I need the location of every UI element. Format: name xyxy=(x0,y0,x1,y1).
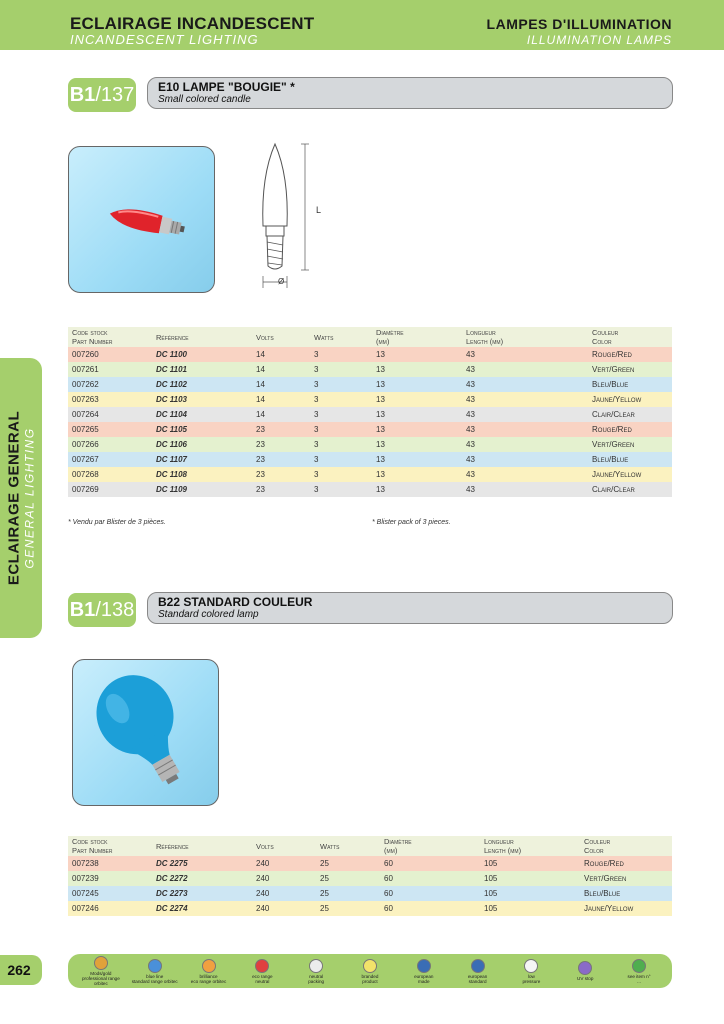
header-diameter: Diamètre xyxy=(384,837,412,846)
cell-code: 007268 xyxy=(68,467,152,482)
header-code-en: Part Number xyxy=(72,337,113,346)
table-row xyxy=(68,437,672,452)
legend-label: Mods/gold xyxy=(90,971,112,976)
cell-ref: DC 2275 xyxy=(152,856,252,871)
cell-color: Bleu/Blue xyxy=(588,452,672,467)
cell-volts: 14 xyxy=(252,407,310,422)
see-item-icon xyxy=(632,959,646,973)
cell-watts: 3 xyxy=(310,422,372,437)
blue-bulb-icon xyxy=(73,660,218,805)
legend-label: branded xyxy=(361,973,379,979)
cell-diameter: 60 xyxy=(380,856,480,871)
cell-volts: 23 xyxy=(252,422,310,437)
table-row xyxy=(68,452,672,467)
cell-diameter: 13 xyxy=(372,452,462,467)
cell-diameter: 60 xyxy=(380,886,480,901)
cell-volts: 240 xyxy=(252,856,316,871)
table-row xyxy=(68,856,672,871)
cell-diameter: 13 xyxy=(372,347,462,362)
cell-color: Bleu/Blue xyxy=(580,886,672,901)
cell-volts: 240 xyxy=(252,871,316,886)
section2-spec-table xyxy=(68,836,672,916)
page-header xyxy=(0,0,724,50)
cell-code: 007267 xyxy=(68,452,152,467)
cell-watts: 25 xyxy=(316,886,380,901)
table-row xyxy=(68,407,672,422)
legend-sublabel: made xyxy=(418,978,430,984)
neutral-packing-icon xyxy=(309,959,323,973)
length-label: L xyxy=(316,205,322,215)
table-row xyxy=(68,392,672,407)
section2-code: B1 xyxy=(69,598,96,621)
uv-stop-icon xyxy=(578,961,592,975)
cell-code: 007265 xyxy=(68,422,152,437)
cell-ref: DC 1100 xyxy=(152,347,252,362)
cell-color: Jaune/Yellow xyxy=(588,467,672,482)
header-color: Couleur xyxy=(592,328,619,337)
cell-length: 43 xyxy=(462,362,588,377)
cell-volts: 23 xyxy=(252,482,310,497)
header-length: Longueur xyxy=(466,328,496,337)
legend-item xyxy=(615,959,663,984)
header-ref: Référence xyxy=(156,332,189,342)
cell-color: Jaune/Yellow xyxy=(588,392,672,407)
legend-label: european xyxy=(467,973,488,979)
section2-title-box xyxy=(147,592,673,624)
table-row xyxy=(68,362,672,377)
section2-title: B22 STANDARD COULEUR xyxy=(158,595,313,609)
cell-length: 43 xyxy=(462,377,588,392)
low-pressure-icon xyxy=(524,959,538,973)
side-tab-title: ECLAIRAGE GENERAL xyxy=(5,410,23,586)
table-header-row xyxy=(68,327,672,347)
legend-label: eco range xyxy=(252,973,273,979)
table-row xyxy=(68,886,672,901)
section1-title-box xyxy=(147,77,673,109)
legend-label: see item n° xyxy=(627,973,651,979)
legend-item xyxy=(561,961,609,981)
cell-length: 43 xyxy=(462,437,588,452)
cell-color: Vert/Green xyxy=(588,362,672,377)
cell-watts: 3 xyxy=(310,392,372,407)
cell-length: 43 xyxy=(462,347,588,362)
side-tab-subtitle: GENERAL LIGHTING xyxy=(22,427,37,569)
cell-code: 007264 xyxy=(68,407,152,422)
cell-watts: 3 xyxy=(310,362,372,377)
branded-product-icon xyxy=(363,959,377,973)
note-en: * Blister pack of 3 pieces. xyxy=(372,519,451,526)
brilliance-icon xyxy=(202,959,216,973)
cell-color: Bleu/Blue xyxy=(588,377,672,392)
cell-watts: 25 xyxy=(316,871,380,886)
cell-watts: 3 xyxy=(310,407,372,422)
cell-length: 105 xyxy=(480,856,580,871)
cell-diameter: 13 xyxy=(372,407,462,422)
cell-diameter: 13 xyxy=(372,362,462,377)
legend-sublabel: product xyxy=(362,978,378,984)
legend-item xyxy=(454,959,502,984)
section2-badge xyxy=(68,593,136,627)
legend-label: blue line xyxy=(146,973,164,979)
cell-code: 007266 xyxy=(68,437,152,452)
header-length: Longueur xyxy=(484,837,514,846)
diameter-label: Ø xyxy=(278,277,285,286)
cell-length: 105 xyxy=(480,886,580,901)
cell-diameter: 60 xyxy=(380,871,480,886)
section1-code: B1 xyxy=(69,83,96,106)
cell-color: Rouge/Red xyxy=(588,422,672,437)
cell-length: 43 xyxy=(462,467,588,482)
european-standard-icon xyxy=(471,959,485,973)
cell-volts: 23 xyxy=(252,452,310,467)
cell-watts: 3 xyxy=(310,467,372,482)
cell-code: 007269 xyxy=(68,482,152,497)
legend-sublabel: professional range orbitec xyxy=(82,976,120,986)
legend-item xyxy=(292,959,340,984)
legend-sublabel: standard xyxy=(468,978,487,984)
cell-volts: 23 xyxy=(252,467,310,482)
cell-code: 007246 xyxy=(68,901,152,916)
header-diameter-en: (mm) xyxy=(384,846,398,855)
cell-color: Rouge/Red xyxy=(580,856,672,871)
candle-lamp-photo xyxy=(68,146,215,293)
legend-item xyxy=(131,959,179,984)
header-length-en: Length (mm) xyxy=(484,846,522,855)
section1-badge xyxy=(68,78,136,112)
cell-color: Clair/Clear xyxy=(588,482,672,497)
cell-ref: DC 1102 xyxy=(152,377,252,392)
cell-watts: 3 xyxy=(310,377,372,392)
legend-label: low xyxy=(527,973,535,979)
header-watts: Watts xyxy=(314,332,334,342)
cell-volts: 240 xyxy=(252,901,316,916)
header-ref: Référence xyxy=(156,841,189,851)
header-code: Code stock xyxy=(72,328,108,337)
header-volts: Volts xyxy=(256,332,274,342)
page-number: 262 xyxy=(7,962,31,978)
eco-range-icon xyxy=(255,959,269,973)
legend-item xyxy=(77,956,125,986)
cell-length: 43 xyxy=(462,392,588,407)
blue-line-icon xyxy=(148,959,162,973)
legend-item xyxy=(400,959,448,984)
header-volts: Volts xyxy=(256,841,274,851)
gold-badge-icon xyxy=(94,956,108,970)
cell-color: Jaune/Yellow xyxy=(580,901,672,916)
cell-ref: DC 1105 xyxy=(152,422,252,437)
section2-number: /138 xyxy=(95,598,135,621)
cell-volts: 23 xyxy=(252,437,310,452)
cell-volts: 14 xyxy=(252,362,310,377)
cell-length: 105 xyxy=(480,871,580,886)
legend-sublabel: eco range orbitec xyxy=(190,978,227,984)
footer-legend-bar xyxy=(68,954,672,988)
header-watts: Watts xyxy=(320,841,340,851)
cell-diameter: 60 xyxy=(380,901,480,916)
legend-item xyxy=(238,959,286,984)
cell-ref: DC 1109 xyxy=(152,482,252,497)
section1-number: /137 xyxy=(95,83,135,106)
header-right-subtitle: ILLUMINATION LAMPS xyxy=(526,33,672,47)
cell-watts: 25 xyxy=(316,901,380,916)
cell-watts: 3 xyxy=(310,482,372,497)
legend-item xyxy=(507,959,555,984)
legend-sublabel: standard range orbitec xyxy=(131,978,178,984)
cell-volts: 14 xyxy=(252,377,310,392)
cell-code: 007239 xyxy=(68,871,152,886)
cell-diameter: 13 xyxy=(372,377,462,392)
cell-watts: 3 xyxy=(310,452,372,467)
table-header-row xyxy=(68,836,672,856)
cell-length: 105 xyxy=(480,901,580,916)
legend-label: european xyxy=(414,973,434,979)
cell-diameter: 13 xyxy=(372,467,462,482)
header-left-subtitle: INCANDESCENT LIGHTING xyxy=(70,32,259,47)
cell-ref: DC 1108 xyxy=(152,467,252,482)
legend-sublabel: ... xyxy=(637,978,641,984)
red-candle-bulb-icon xyxy=(69,147,214,292)
section1-subtitle: Small colored candle xyxy=(158,94,251,105)
section1-title: E10 LAMPE "BOUGIE" * xyxy=(158,80,295,94)
legend-sublabel: neutral xyxy=(255,978,270,984)
note-fr: * Vendu par Blister de 3 pièces. xyxy=(68,519,166,526)
table-row xyxy=(68,347,672,362)
header-left-title: ECLAIRAGE INCANDESCENT xyxy=(70,14,315,33)
cell-volts: 240 xyxy=(252,886,316,901)
table-row xyxy=(68,377,672,392)
header-color-en: Color xyxy=(592,337,612,346)
cell-code: 007263 xyxy=(68,392,152,407)
legend-label: brilliance xyxy=(199,973,218,979)
cell-watts: 3 xyxy=(310,347,372,362)
cell-ref: DC 1104 xyxy=(152,407,252,422)
cell-diameter: 13 xyxy=(372,422,462,437)
cell-code: 007260 xyxy=(68,347,152,362)
cell-length: 43 xyxy=(462,482,588,497)
cell-ref: DC 1103 xyxy=(152,392,252,407)
page-number-tab xyxy=(0,955,42,985)
section1-spec-table xyxy=(68,327,672,497)
cell-watts: 25 xyxy=(316,856,380,871)
legend-sublabel: packing xyxy=(308,978,325,984)
legend-sublabel: pressure xyxy=(522,978,541,984)
table-row xyxy=(68,871,672,886)
cell-ref: DC 1107 xyxy=(152,452,252,467)
cell-diameter: 13 xyxy=(372,437,462,452)
header-diameter-en: (mm) xyxy=(376,337,390,346)
cell-volts: 14 xyxy=(252,347,310,362)
table-row xyxy=(68,901,672,916)
side-tab xyxy=(0,358,42,638)
cell-diameter: 13 xyxy=(372,482,462,497)
cell-color: Clair/Clear xyxy=(588,407,672,422)
legend-item xyxy=(346,959,394,984)
cell-volts: 14 xyxy=(252,392,310,407)
header-length-en: Length (mm) xyxy=(466,337,504,346)
legend-item xyxy=(185,959,233,984)
cell-color: Vert/Green xyxy=(588,437,672,452)
table-row xyxy=(68,467,672,482)
cell-code: 007262 xyxy=(68,377,152,392)
cell-code: 007261 xyxy=(68,362,152,377)
cell-color: Rouge/Red xyxy=(588,347,672,362)
cell-length: 43 xyxy=(462,422,588,437)
header-code-en: Part Number xyxy=(72,846,113,855)
cell-code: 007238 xyxy=(68,856,152,871)
table-row xyxy=(68,422,672,437)
cell-ref: DC 1101 xyxy=(152,362,252,377)
cell-length: 43 xyxy=(462,407,588,422)
cell-color: Vert/Green xyxy=(580,871,672,886)
header-right-title: LAMPES D'ILLUMINATION xyxy=(486,16,672,32)
cell-ref: DC 2273 xyxy=(152,886,252,901)
cell-ref: DC 2272 xyxy=(152,871,252,886)
standard-lamp-photo xyxy=(72,659,219,806)
cell-ref: DC 2274 xyxy=(152,901,252,916)
european-made-icon xyxy=(417,959,431,973)
table-row xyxy=(68,482,672,497)
candle-dimension-diagram xyxy=(245,136,335,296)
cell-diameter: 13 xyxy=(372,392,462,407)
cell-code: 007245 xyxy=(68,886,152,901)
header-diameter: Diamètre xyxy=(376,328,404,337)
legend-label: neutral xyxy=(309,973,324,979)
header-color-en: Color xyxy=(584,846,604,855)
header-color: Couleur xyxy=(584,837,611,846)
cell-ref: DC 1106 xyxy=(152,437,252,452)
section2-subtitle: Standard colored lamp xyxy=(158,609,259,620)
cell-length: 43 xyxy=(462,452,588,467)
legend-label: UV stop xyxy=(577,976,594,981)
cell-watts: 3 xyxy=(310,437,372,452)
header-code: Code stock xyxy=(72,837,108,846)
